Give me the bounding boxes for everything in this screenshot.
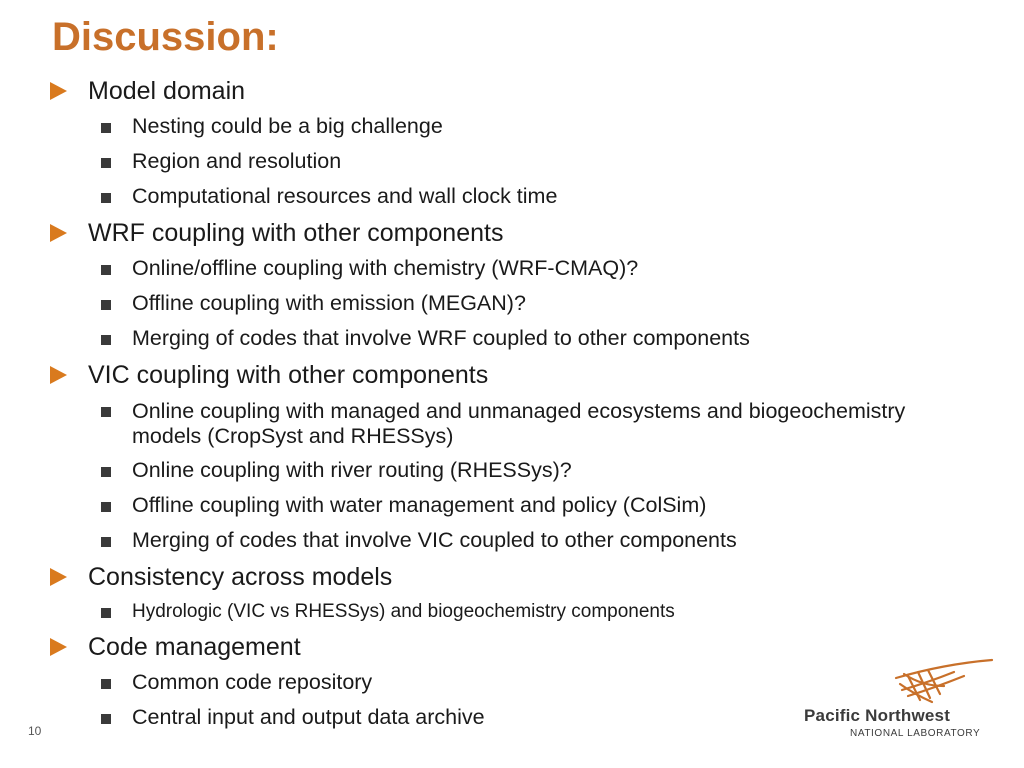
bullet-level2: [50, 700, 910, 735]
square-bullet-icon: [101, 300, 111, 310]
bullet-level1: [50, 629, 910, 665]
square-bullet-icon: [101, 407, 111, 417]
square-bullet-icon: [101, 714, 111, 724]
logo-name: Pacific Northwest: [804, 706, 951, 725]
bullet-level1: [50, 215, 910, 251]
bullet-level2: [50, 488, 910, 523]
bullet-level2: [50, 179, 910, 214]
bullet-text: Hydrologic (VIC vs RHESSys) and biogeochemistry components: [132, 601, 675, 622]
pnnl-logo: [804, 656, 1004, 746]
bullet-text: Online coupling with managed and unmanaged ecosystems and biogeochemistry models (CropSyst and RHESSys): [132, 399, 906, 448]
bullet-text: Region and resolution: [132, 149, 342, 173]
square-bullet-icon: [101, 335, 111, 345]
square-bullet-icon: [101, 265, 111, 275]
bullet-level2: [50, 665, 910, 700]
bullet-level2: [50, 286, 910, 321]
bullet-level1: [50, 559, 910, 595]
bullet-level1: [50, 357, 910, 393]
triangle-bullet-icon: [50, 638, 67, 656]
bullet-text: Common code repository: [132, 670, 373, 694]
square-bullet-icon: [101, 608, 111, 618]
bullet-text: Online coupling with river routing (RHESSys)?: [132, 458, 572, 482]
bullet-text: Consistency across models: [88, 563, 393, 591]
bullet-text: Computational resources and wall clock time: [132, 184, 558, 208]
bullet-level2: [50, 595, 910, 628]
square-bullet-icon: [101, 502, 111, 512]
bullet-text: Central input and output data archive: [132, 705, 485, 729]
bullet-text: Model domain: [88, 77, 246, 105]
triangle-bullet-icon: [50, 366, 67, 384]
bullet-text: Nesting could be a big challenge: [132, 114, 443, 138]
bullet-text: Offline coupling with emission (MEGAN)?: [132, 291, 526, 315]
logo-subtitle: NATIONAL LABORATORY: [850, 728, 981, 739]
triangle-bullet-icon: [50, 568, 67, 586]
bullet-level2: [50, 144, 910, 179]
bullet-level2: [50, 393, 910, 453]
page-number: 10: [28, 724, 42, 738]
bullet-text: Merging of codes that involve VIC coupled to other components: [132, 528, 737, 552]
bullet-text: VIC coupling with other components: [88, 361, 489, 389]
bullet-text: Offline coupling with water management and policy (ColSim): [132, 493, 707, 517]
square-bullet-icon: [101, 193, 111, 203]
bullet-text: Merging of codes that involve WRF coupled to other components: [132, 326, 750, 350]
square-bullet-icon: [101, 123, 111, 133]
bullet-text: Online/offline coupling with chemistry (WRF-CMAQ)?: [132, 256, 639, 280]
bullet-text: WRF coupling with other components: [88, 219, 504, 247]
square-bullet-icon: [101, 679, 111, 689]
triangle-bullet-icon: [50, 82, 67, 100]
square-bullet-icon: [101, 467, 111, 477]
square-bullet-icon: [101, 537, 111, 547]
bullet-level2: [50, 251, 910, 286]
bullet-level2: [50, 109, 910, 144]
triangle-bullet-icon: [50, 224, 67, 242]
pnnl-mark-icon: [804, 656, 1004, 706]
square-bullet-icon: [101, 158, 111, 168]
bullet-level2: [50, 321, 910, 356]
bullet-level2: [50, 523, 910, 558]
bullet-text: Code management: [88, 633, 301, 661]
bullet-level1: [50, 73, 910, 109]
bullet-level2: [50, 453, 910, 488]
bullet-list: [50, 72, 910, 735]
slide-title: Discussion:: [52, 15, 279, 59]
